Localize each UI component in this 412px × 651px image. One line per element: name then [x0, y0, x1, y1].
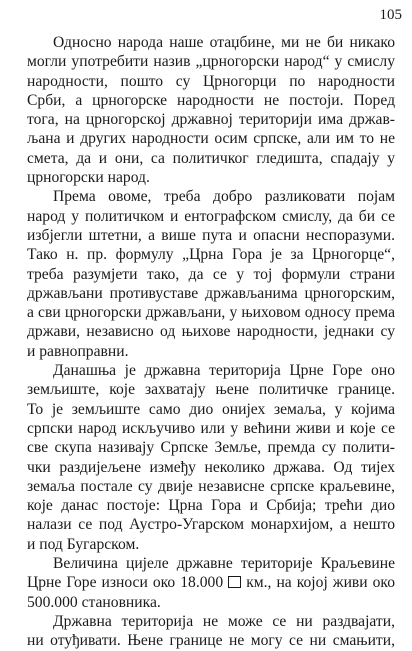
body-text: [27, 33, 395, 651]
text-line: смета, да и они, са политичког гледишта, спадају у: [27, 149, 395, 167]
page-number: 105: [379, 7, 402, 23]
square-symbol-icon: [228, 576, 241, 588]
text-line: Данашња је државна територија Црне Горе оно: [53, 362, 395, 380]
text-line: тога, на црногорској државној територији има држав-: [27, 111, 395, 129]
text-line: народности, пошто су Црногорци по народности: [27, 72, 395, 90]
text-segment: км., на којој живи око: [246, 574, 395, 592]
text-line: избјегли штетни, а више пута и опасни неспоразуми.: [27, 226, 395, 244]
text-line: држављани противуставе држављанима црногорским,: [27, 284, 395, 302]
text-line: треба разумјети тако, да се у тој формули страни: [27, 265, 395, 283]
text-line: могли употребити назив „црногорски народ“ у смислу: [27, 53, 395, 71]
text-line: 500.000 становника.: [27, 593, 161, 611]
text-line: народ у политичком и ентографском смислу, да би се: [27, 207, 395, 225]
text-line: ни отуђивати. Њене границе не могу се ни смањити,: [27, 632, 395, 650]
text-line: држави, независно од њихове народности, једнаки су: [27, 323, 395, 341]
text-line: и под Бугарском.: [27, 535, 140, 553]
text-line: Односно народа наше отаџбине, ми не би никако: [53, 34, 395, 51]
text-line: Срби, а црногорске народности не постоји. Поред: [27, 91, 395, 109]
text-line: а сви црногорски држављани, у њиховом односу према: [27, 304, 395, 322]
text-line: Тако н. пр. формулу „Црна Гора је за Црногорце“,: [27, 246, 395, 264]
text-line: српски народ искључиво или у већини живи и које се: [27, 419, 395, 437]
text-line: земаља постале су двије независне српске краљевине,: [27, 477, 395, 495]
text-line: које данас постоје: Црна Гора и Србија; трећи дио: [27, 497, 395, 515]
text-line: све скупа називају Српске Земље, премда су полити-: [27, 439, 395, 457]
text-line: Државна територија не може се ни раздвајати,: [53, 612, 395, 630]
text-line: То је земљиште само дио онијех земаља, у којима: [27, 400, 395, 418]
text-line: Величина цијеле државне територије Краљевине: [53, 555, 395, 573]
text-line: љана и других народности осим српске, али им то не: [27, 130, 395, 148]
text-line: земљиште, које захватају њене политичке границе.: [27, 381, 395, 399]
text-line: налази се под Аустро-Угарском монархијом, а нешто: [27, 516, 395, 534]
text-line: Према овоме, треба добро разликовати појам: [53, 188, 395, 206]
text-line: [27, 573, 395, 592]
text-line: црногорски народ.: [27, 169, 150, 187]
text-line: чки раздијељене између неколико држава. Од тијех: [27, 458, 395, 476]
text-line: и равноправни.: [27, 342, 129, 360]
text-segment: Црне Горе износи око 18.000: [27, 574, 224, 592]
